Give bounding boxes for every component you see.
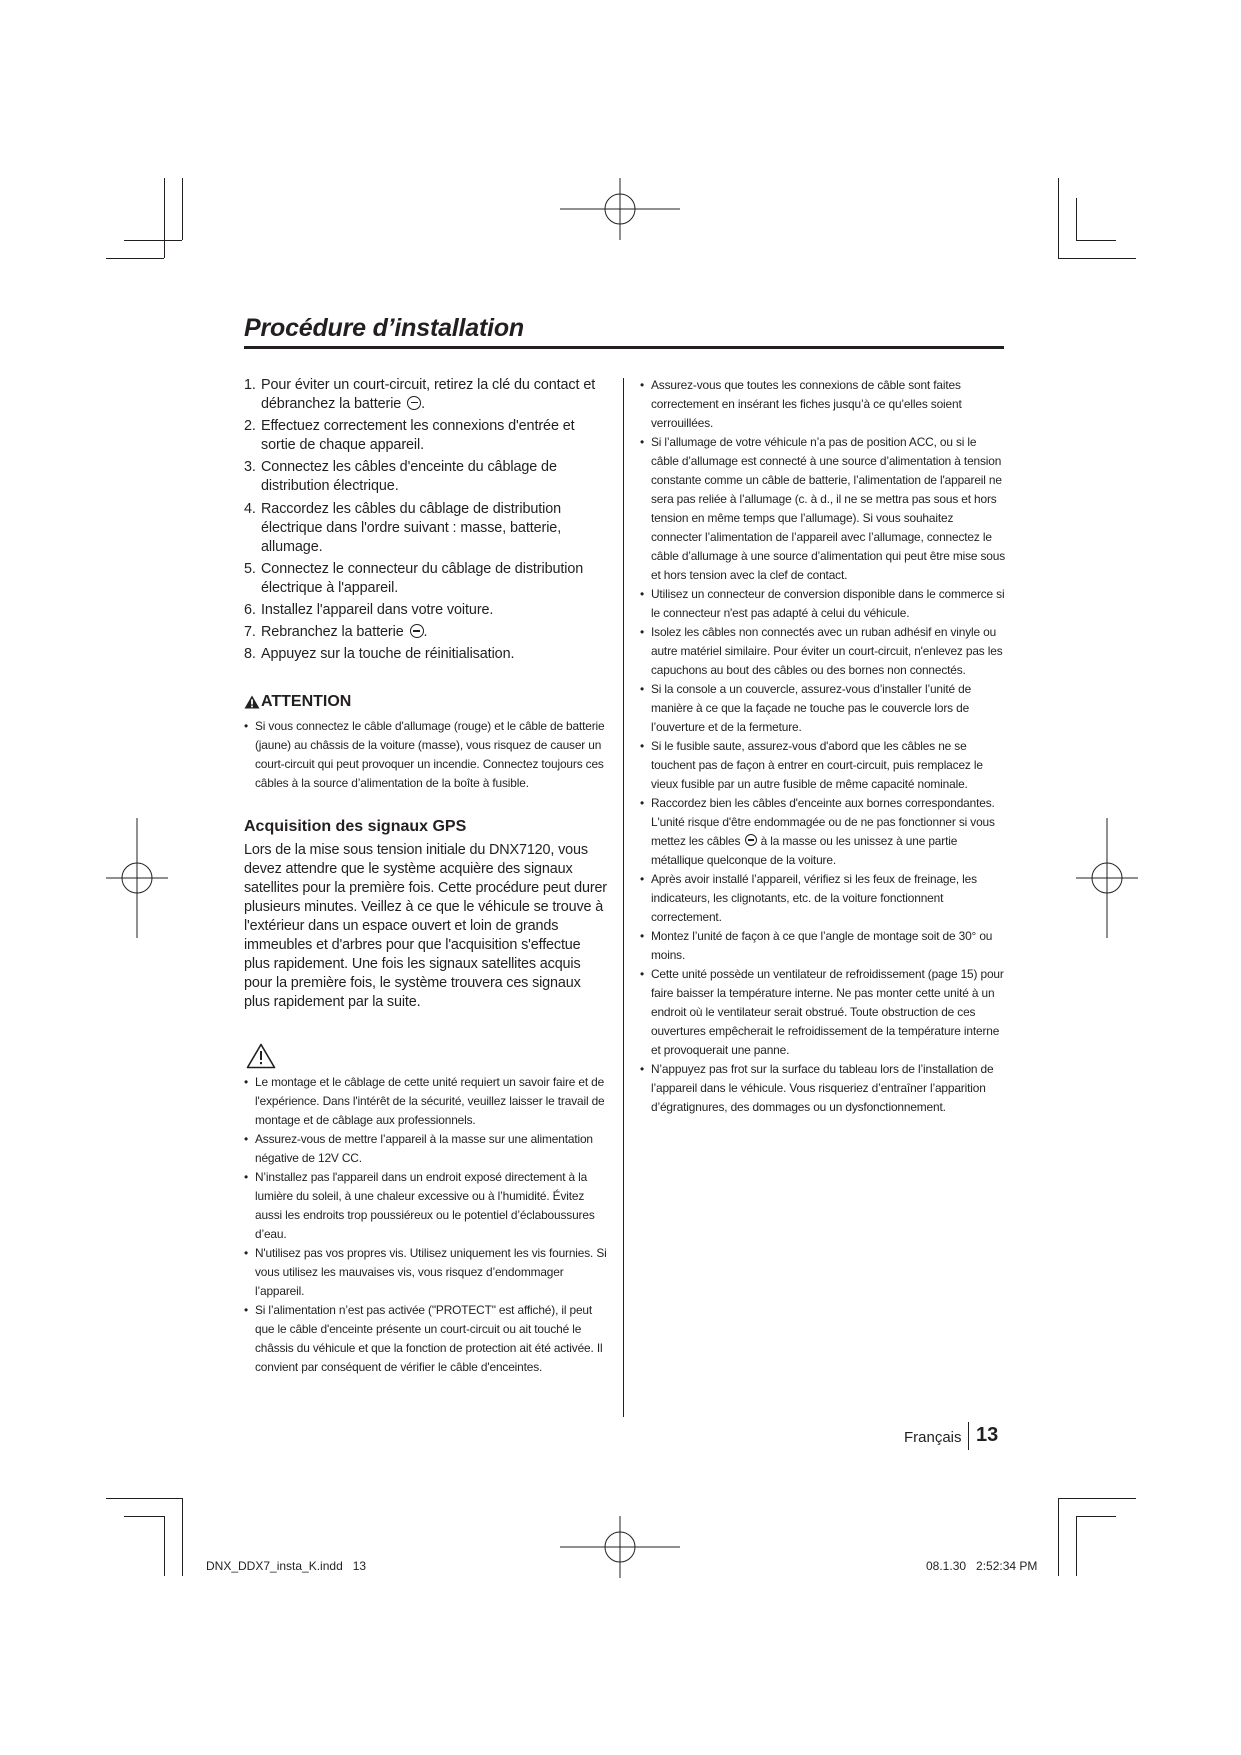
crop-mark [182,1498,183,1576]
list-item: • Montez l’unité de façon à ce que l’angle de montage soit de 30° ou moins. [640,927,1006,965]
crop-mark [1076,198,1077,240]
attention-heading: ATTENTION [244,692,608,712]
page-title: Procédure d’installation [244,314,524,342]
battery-negative-icon [745,834,757,846]
step-item: 4. Raccordez les câbles du câblage de distribution électrique dans l'ordre suivant : masse, batterie, allumage. [244,500,562,555]
list-item: • Assurez-vous que toutes les connexions de câble sont faites correctement en insérant les fiches jusqu’à ce qu’elles soient verrouillées. [640,376,1006,433]
crop-mark [1058,178,1059,258]
precautions-list [640,376,1006,1117]
list-item: • Raccordez bien les câbles d'enceinte aux bornes correspondantes. L'unité risque d'être endommagée ou de ne pas fonctionner si vous mettez les câbles à la masse ou les unissez à une partie métallique quelconque de la voiture. [640,794,1006,870]
crop-mark [1076,240,1116,241]
list-item: • Assurez-vous de mettre l’appareil à la masse sur une alimentation négative de 12V CC. [244,1130,608,1168]
warning-outline-icon [246,1043,276,1069]
crop-mark [164,1516,165,1576]
step-item: 1. Pour éviter un court-circuit, retirez la clé du contact et débranchez la batterie . [244,377,596,412]
print-slug-file: DNX_DDX7_insta_K.indd 13 [206,1559,367,1573]
title-rule [244,346,1004,349]
list-item: • Cette unité possède un ventilateur de refroidissement (page 15) pour faire baisser la température interne. Ne pas monter cette unité à un endroit où le ventilateur serait obstrué. Toute obstruction de ces ouvertures empêcherait le refroidissement de la température interne et provoquerait une panne. [640,965,1006,1060]
list-item: • N’installez pas l'appareil dans un endroit exposé directement à la lumière du soleil, à une chaleur excessive ou à l’humidité. Évitez aussi les endroits trop poussiéreux ou le potentiel d’éclaboussures d’eau. [244,1168,608,1244]
list-item: • Si l’alimentation n’est pas activée ("PROTECT" est affiché), il peut que le câble d'enceinte présente un court-circuit ou ait touché le châssis du véhicule et que la fonction de protection ait été activée. Il convient par conséquent de vérifier le câble d'enceintes. [244,1301,608,1377]
registration-mark [1076,818,1138,938]
list-item: • N'utilisez pas vos propres vis. Utilisez uniquement les vis fournies. Si vous utilisez les mauvaises vis, vous risquez d’endommager l’appareil. [244,1244,608,1301]
list-item: • Après avoir installé l’appareil, vérifiez si les feux de freinage, les indicateurs, les clignotants, etc. de la voiture fonctionnent correctement. [640,870,1006,927]
left-column [244,376,608,1377]
crop-mark [124,1516,164,1517]
step-item: 6. Installez l'appareil dans votre voiture. [244,601,494,618]
crop-mark [182,178,183,240]
print-slug-timestamp: 08.1.30 2:52:34 PM [926,1559,1038,1573]
gps-heading: Acquisition des signaux GPS [244,818,467,836]
step-item: 2. Effectuez correctement les connexions d'entrée et sortie de chaque appareil. [244,418,575,454]
registration-mark [560,1516,680,1578]
installation-steps [244,376,608,664]
crop-mark [164,178,165,258]
list-item: • N’appuyez pas frot sur la surface du tableau lors de l’installation de l’appareil dans le véhicule. Vous risqueriez d’entraîner l’apparition d’égratignures, des dommages ou un dysfonctionnement. [640,1060,1006,1117]
crop-mark [1076,1516,1116,1517]
warning-triangle-icon [244,695,260,709]
column-divider [623,378,624,1417]
crop-mark [1076,1516,1077,1576]
warning-block [244,1043,608,1377]
list-item: • Utilisez un connecteur de conversion disponible dans le commerce si le connecteur n'est pas adapté à celui du véhicule. [640,585,1006,623]
crop-mark [106,1498,182,1499]
registration-mark [106,818,168,938]
footer-divider [968,1422,969,1450]
battery-negative-icon [407,396,421,410]
list-item: • Isolez les câbles non connectés avec un ruban adhésif en vinyle ou autre matériel similaire. Pour éviter un court-circuit, n'enlevez pas les capuchons au bout des câbles ou des bornes non connectés. [640,623,1006,680]
warning-list [244,1073,608,1377]
list-item: • Si vous connectez le câble d'allumage (rouge) et le câble de batterie (jaune) au châssis de la voiture (masse), vous risquez de causer un court-circuit qui peut provoquer un incendie. Connectez toujours ces câbles à la source d’alimentation de la boîte à fusible. [244,717,608,793]
crop-mark [124,240,182,241]
crop-mark [106,258,164,259]
step-item: 7. Rebranchez la batterie . [244,624,428,641]
step-item: 5. Connectez le connecteur du câblage de distribution électrique à l'appareil. [244,560,584,596]
battery-negative-icon [410,624,424,638]
page-number: 13 [976,1424,999,1446]
crop-mark [1058,258,1136,259]
crop-mark [1058,1498,1059,1576]
gps-paragraph: Lors de la mise sous tension initiale du DNX7120, vous devez attendre que le système acquière des signaux satellites pour la première fois. Cette procédure peut durer plusieurs minutes. Veillez à ce que le véhicule se trouve à l'extérieur dans un espace ouvert et loin de grands immeubles et d'arbres pour que l'acquisition s'effectue plus rapidement. Une fois les signaux satellites acquis pour la première fois, le système trouvera ces signaux plus rapidement par la suite. [244,842,607,1011]
crop-mark [1058,1498,1136,1499]
list-item: • Le montage et le câblage de cette unité requiert un savoir faire et de l'expérience. Dans l'intérêt de la sécurité, veuillez laisser le travail de montage et de câblage aux professionnels. [244,1073,608,1130]
footer-language: Français [904,1429,962,1446]
step-item: 3. Connectez les câbles d'enceinte du câblage de distribution électrique. [244,459,557,495]
registration-mark [560,178,680,240]
step-item: 8. Appuyez sur la touche de réinitialisation. [244,646,515,663]
right-column [640,376,1006,1117]
list-item: • Si l’allumage de votre véhicule n’a pas de position ACC, ou si le câble d’allumage est connecté à une source d’alimentation à tension constante comme un câble de batterie, l’alimentation de l'appareil ne sera pas reliée à l’allumage (c. à d., il ne se mettra pas sous et hors tension en même temps que l’allumage). Si vous souhaitez connecter l’alimentation de l’appareil avec l’allumage, connectez le câble d’allumage à une source d’alimentation qui peut être mise sous et hors tension avec la clef de contact. [640,433,1006,585]
list-item: • Si le fusible saute, assurez-vous d'abord que les câbles ne se touchent pas de façon à entrer en court-circuit, puis remplacez le vieux fusible par un autre fusible de même capacité nominale. [640,737,1006,794]
attention-list [244,717,608,793]
list-item: • Si la console a un couvercle, assurez-vous d’installer l’unité de manière à ce que la façade ne touche pas le couvercle lors de l’ouverture et de la fermeture. [640,680,1006,737]
